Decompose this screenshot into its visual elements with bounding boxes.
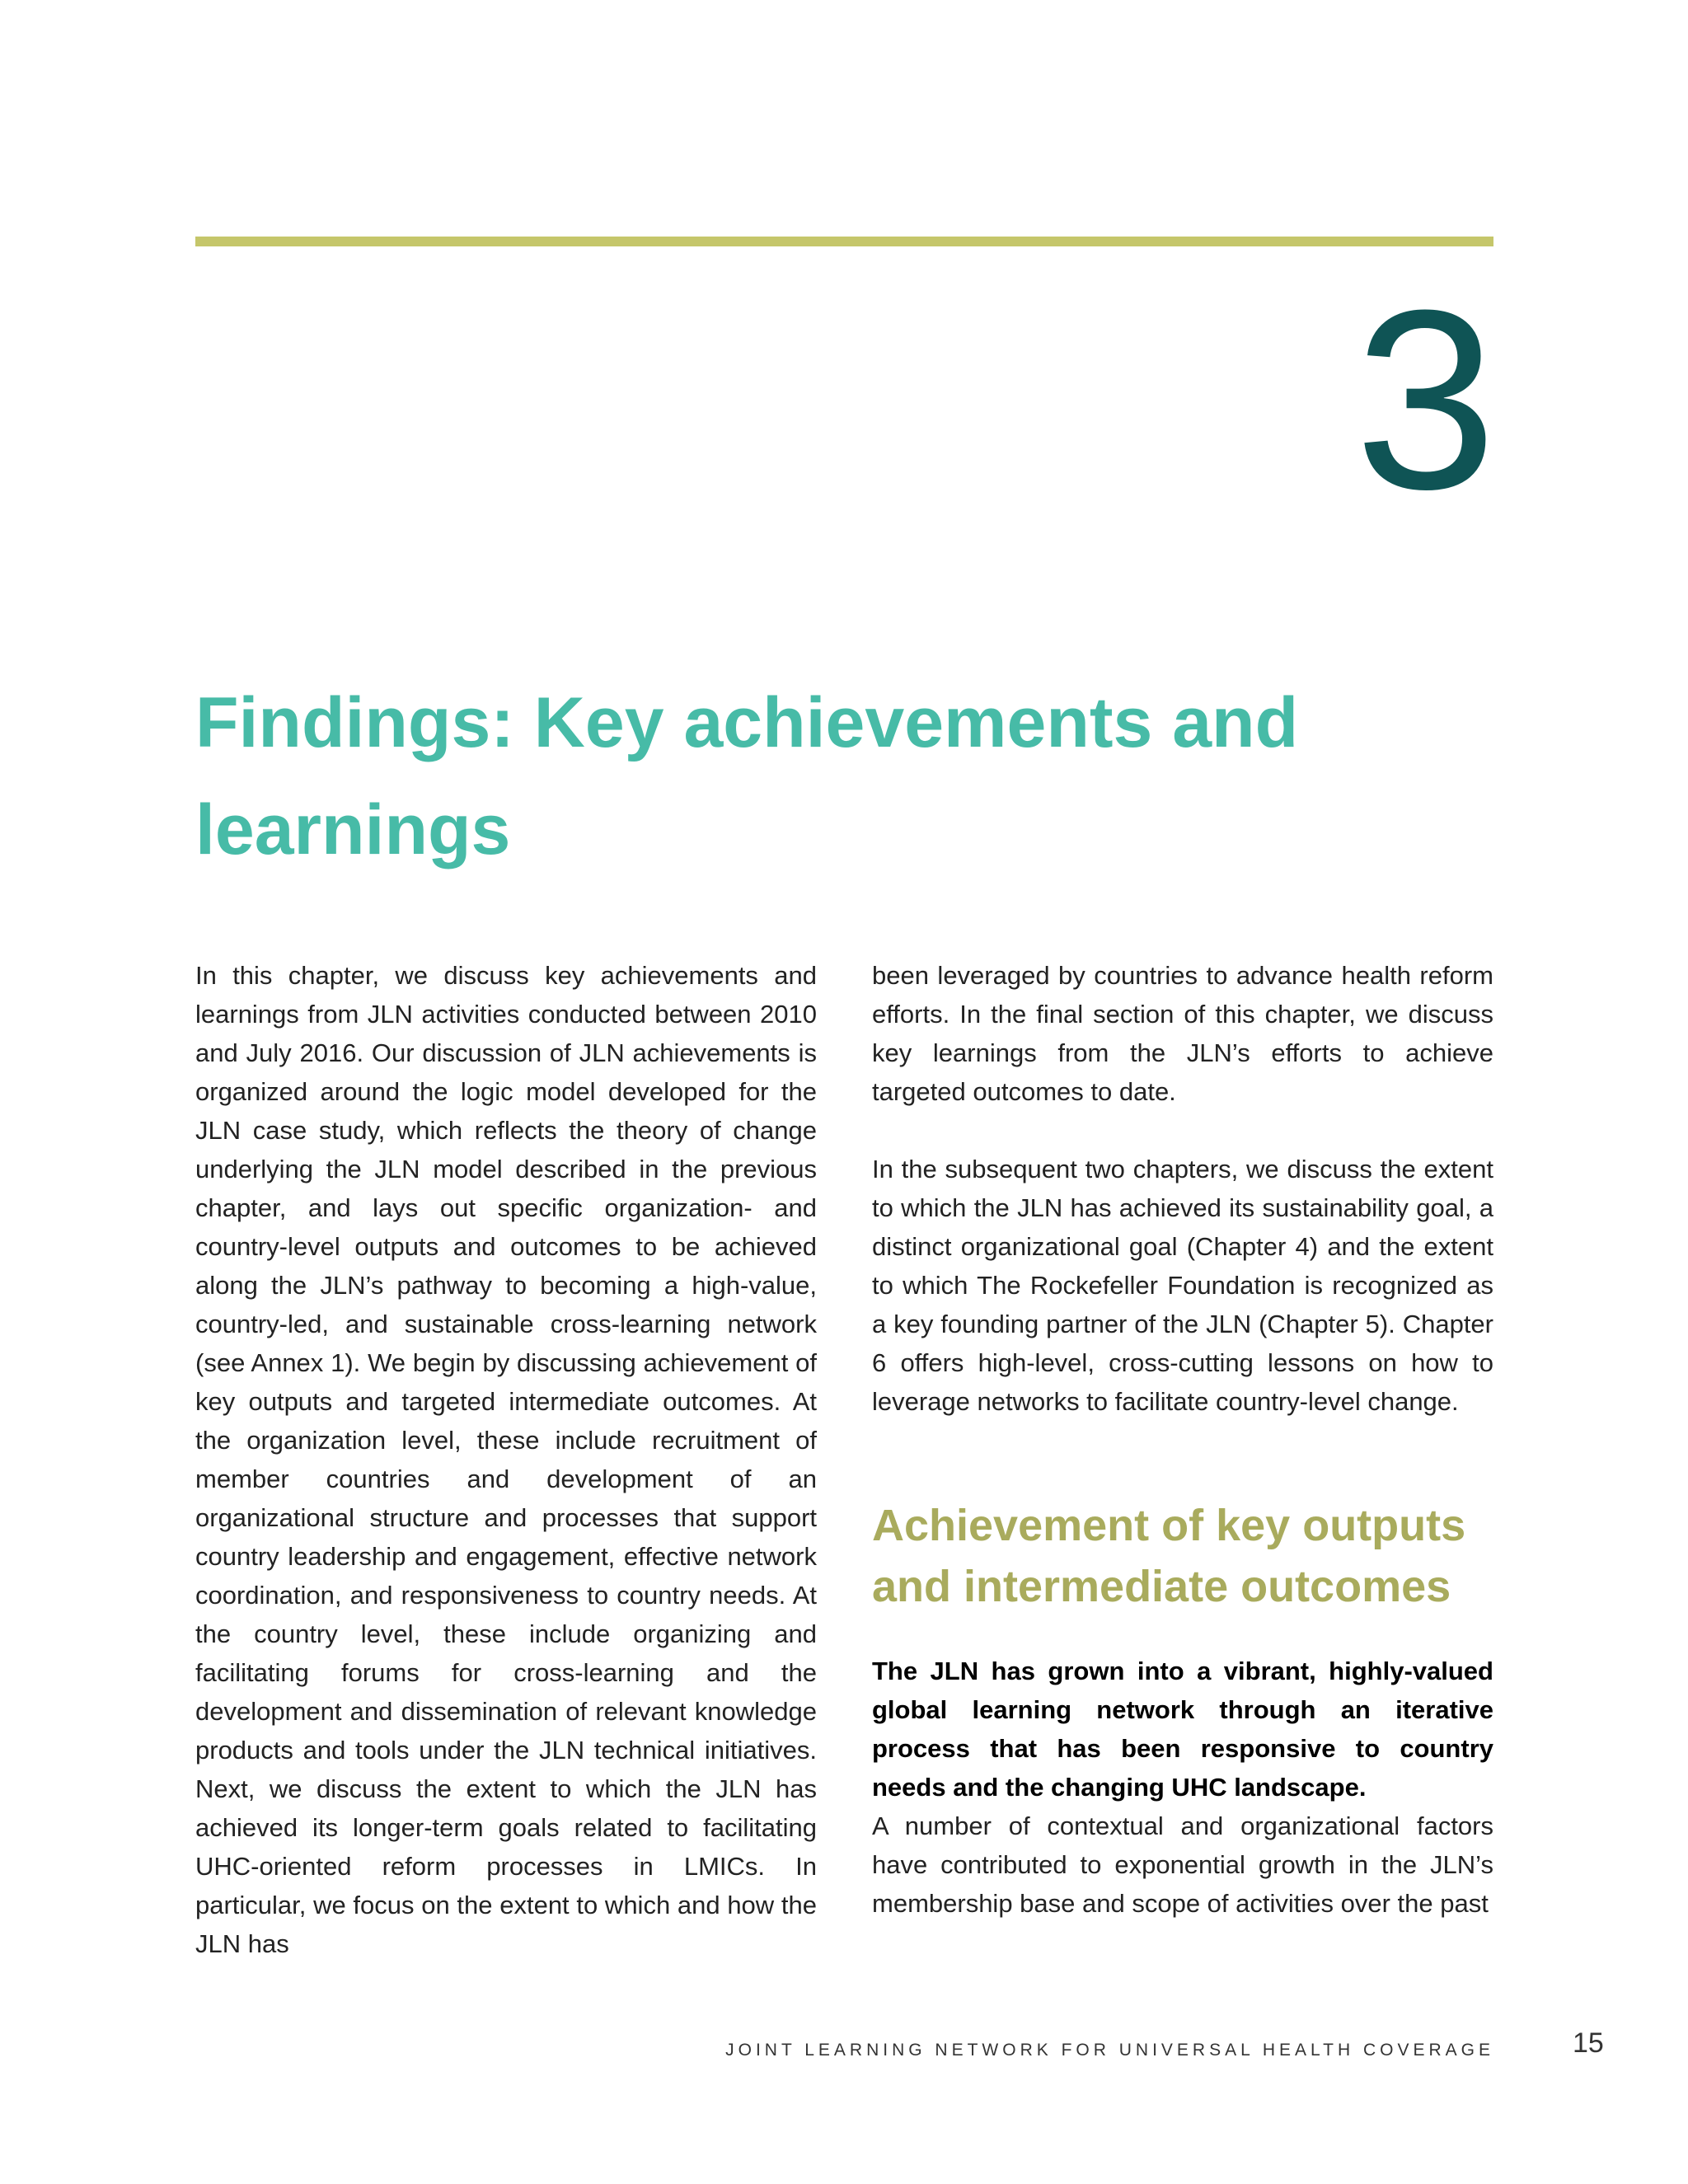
- continued-paragraph: been leveraged by countries to advance health reform efforts. In the final section of this chapter, we discuss key learnings from the JLN’s efforts to achieve targeted outcomes to date.: [872, 961, 1493, 1106]
- intro-paragraph: In this chapter, we discuss key achievements and learnings from JLN activities conducted between 2010 and July 2016. Our discussion of JLN achievements is organized around the logic model developed for the JLN case study, which reflects the theory of change underlying the JLN model described in the previous chapter, and lays out specific organization- and country-level outputs and outcomes to be achieved along the JLN’s pathway to becoming a high-value, country-led, and sustainable cross-learning network (see Annex 1). We begin by discussing achievement of key outputs and targeted intermediate outcomes. At the organization level, these include recruitment of member countries and development of an organizational structure and processes that support country leadership and engagement, effective network coordination, and responsiveness to country needs. At the country level, these include organizing and facilitating forums for cross-learning and the development and dissemination of relevant knowledge products and tools under the JLN technical initiatives. Next, we discuss the extent to which the JLN has achieved its longer-term goals related to facilitating UHC-oriented reform processes in LMICs. In particular, we focus on the extent to which and how the JLN has: [195, 961, 817, 1958]
- paragraph-spacer: [872, 1111, 1493, 1150]
- section-heading: Achievement of key outputs and intermediate outcomes: [872, 1501, 1466, 1611]
- bold-lead-sentence: The JLN has grown into a vibrant, highly-valued global learning network through an iterative process that has been responsive to country needs and the changing UHC landscape.: [872, 1657, 1493, 1802]
- left-column: [195, 956, 817, 1963]
- subsequent-chapters-paragraph: In the subsequent two chapters, we discuss the extent to which the JLN has achieved its sustainability goal, a distinct organizational goal (Chapter 4) and the extent to which The Rockefeller Foundation is recognized as a key founding partner of the JLN (Chapter 5). Chapter 6 offers high-level, cross-cutting lessons on how to leverage networks to facilitate country-level change.: [872, 1155, 1493, 1416]
- page-number: 15: [1573, 2027, 1604, 2059]
- chapter-top-rule: [195, 237, 1493, 246]
- body-paragraph: A number of contextual and organizational factors have contributed to exponential growth in the JLN’s membership base and scope of activities over the past: [872, 1811, 1493, 1918]
- right-column: [872, 956, 1493, 1923]
- chapter-title: Findings: Key achievements and learnings: [195, 683, 1299, 869]
- footer-running-title: JOINT LEARNING NETWORK FOR UNIVERSAL HEALTH COVERAGE: [725, 2041, 1494, 2060]
- chapter-number: 3: [1354, 256, 1497, 542]
